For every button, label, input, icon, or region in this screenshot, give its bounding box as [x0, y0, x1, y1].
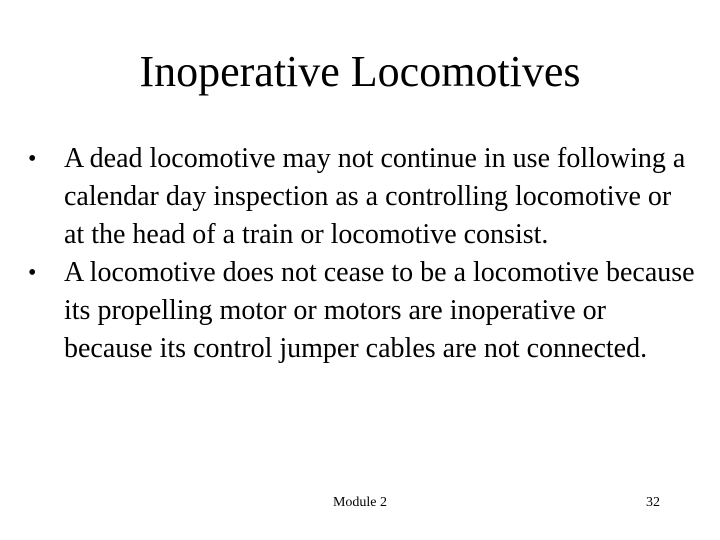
page-number: 32 [646, 495, 660, 510]
slide-title: Inoperative Locomotives [139, 47, 581, 96]
bullet-item [28, 254, 698, 368]
bullet-text: A dead locomotive may not continue in use following a calendar day inspection as a controlling locomotive or at the head of a train or locomotive consist. [64, 143, 686, 250]
bullet-list [28, 140, 698, 368]
bullet-icon: • [28, 146, 37, 172]
bullet-icon: • [28, 260, 37, 286]
bullet-item [28, 140, 698, 254]
footer-label: Module 2 [332, 495, 388, 510]
bullet-text: A locomotive does not cease to be a locomotive because its propelling motor or motors are inoperative or because its control jumper cables are not connected. [64, 257, 695, 364]
